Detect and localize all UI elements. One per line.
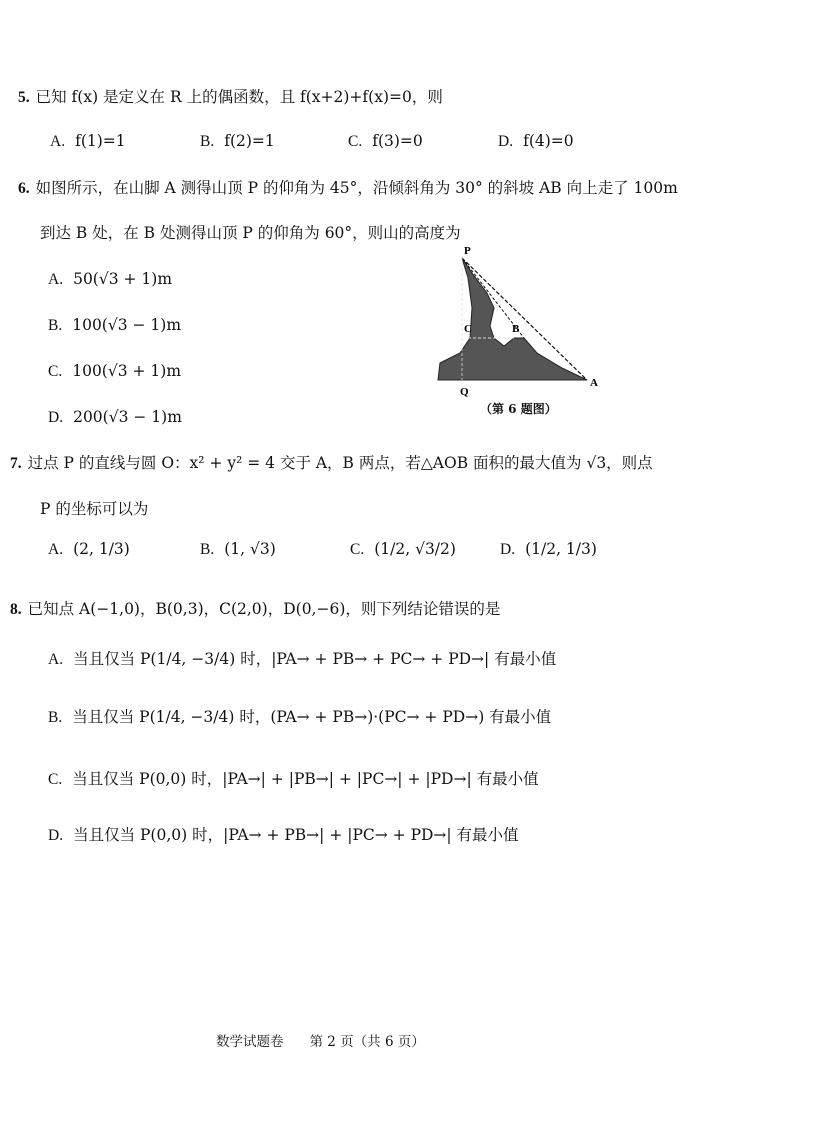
question-7 [10,452,653,475]
label-p: P [464,245,471,257]
question-stem-line-1: 如图所示，在山脚 A 测得山顶 P 的仰角为 45°，沿倾斜角为 30° 的斜坡 AB 向上走了 100m [35,179,678,197]
option-text: 当且仅当 P(0,0) 时，|PA→| + |PB→| + |PC→| + |PD→| 有最小值 [72,770,539,788]
option-letter: C. [48,363,63,380]
option-letter: B. [48,709,63,726]
option-d [48,406,182,429]
option-text: 当且仅当 P(1/4, −3/4) 时，|PA→ + PB→ + PC→ + PD→| 有最小值 [73,650,557,668]
option-letter: D. [48,827,64,844]
option-text: 当且仅当 P(1/4, −3/4) 时，(PA→ + PB→)·(PC→ + PD→) 有最小值 [72,708,552,726]
question-stem-line-2: P 的坐标可以为 [40,500,149,518]
footer-page-number: 第 2 页（共 6 页） [309,1034,425,1050]
option-text: f(3)=0 [372,132,423,150]
question-number: 5. [18,89,30,106]
question-number: 6. [18,180,30,197]
option-c [48,768,539,791]
question-stem: 已知点 A(−1,0)，B(0,3)，C(2,0)，D(0,−6)，则下列结论错误的是 [27,600,501,618]
option-a [48,648,556,671]
option-text: 200(√3 − 1)m [73,408,182,426]
option-text: 当且仅当 P(0,0) 时，|PA→ + PB→| + |PC→ + PD→| 有最小值 [73,826,519,844]
mountain-figure [432,238,612,418]
question-8 [10,598,500,621]
option-letter: A. [50,133,66,150]
option-c [48,360,181,383]
option-text: f(1)=1 [75,132,126,150]
label-b: B [512,323,520,335]
question-stem-line-2: 到达 B 处，在 B 处测得山顶 P 的仰角为 60°，则山的高度为 [40,224,461,242]
figure-caption: （第 6 题图） [480,402,557,416]
option-text: (1/2, 1/3) [525,540,597,558]
option-text: (1, √3) [224,540,276,558]
label-q: Q [460,386,469,398]
option-c [348,130,423,153]
option-text: (1/2, √3/2) [374,540,456,558]
label-c: C [464,323,472,335]
option-text: f(4)=0 [523,132,574,150]
option-letter: D. [500,541,516,558]
question-stem: 已知 f(x) 是定义在 R 上的偶函数，且 f(x+2)+f(x)=0，则 [35,88,443,106]
option-b [200,130,275,153]
option-b [200,538,276,561]
question-6-line-2 [40,222,461,244]
option-letter: B. [48,317,63,334]
option-c [350,538,456,561]
question-6 [18,177,678,200]
question-stem-line-1: 过点 P 的直线与圆 O：x² + y² = 4 交于 A，B 两点，若△AOB 面积的最大值为 √3，则点 [27,454,653,472]
option-letter: B. [200,133,215,150]
option-d [500,538,597,561]
option-b [48,314,181,337]
option-letter: C. [48,771,63,788]
option-letter: A. [48,271,64,288]
option-text: 100(√3 + 1)m [72,362,182,380]
option-text: (2, 1/3) [73,540,130,558]
mountain-shape [438,258,587,380]
question-number: 7. [10,455,22,472]
option-letter: C. [350,541,365,558]
option-a [48,538,130,561]
option-letter: A. [48,651,64,668]
option-text: 100(√3 − 1)m [72,316,182,334]
option-letter: C. [348,133,363,150]
option-letter: B. [200,541,215,558]
page-footer [216,1030,451,1050]
question-5 [18,86,443,109]
option-d [498,130,574,153]
option-letter: D. [48,409,64,426]
option-letter: D. [498,133,514,150]
label-a: A [590,377,598,389]
option-a [48,268,172,291]
question-7-line-2 [40,498,148,520]
footer-title: 数学试题卷 [216,1034,284,1050]
option-a [50,130,126,153]
option-letter: A. [48,541,64,558]
option-text: f(2)=1 [224,132,275,150]
option-d [48,824,519,847]
option-text: 50(√3 + 1)m [73,270,173,288]
option-b [48,706,551,729]
question-number: 8. [10,601,22,618]
